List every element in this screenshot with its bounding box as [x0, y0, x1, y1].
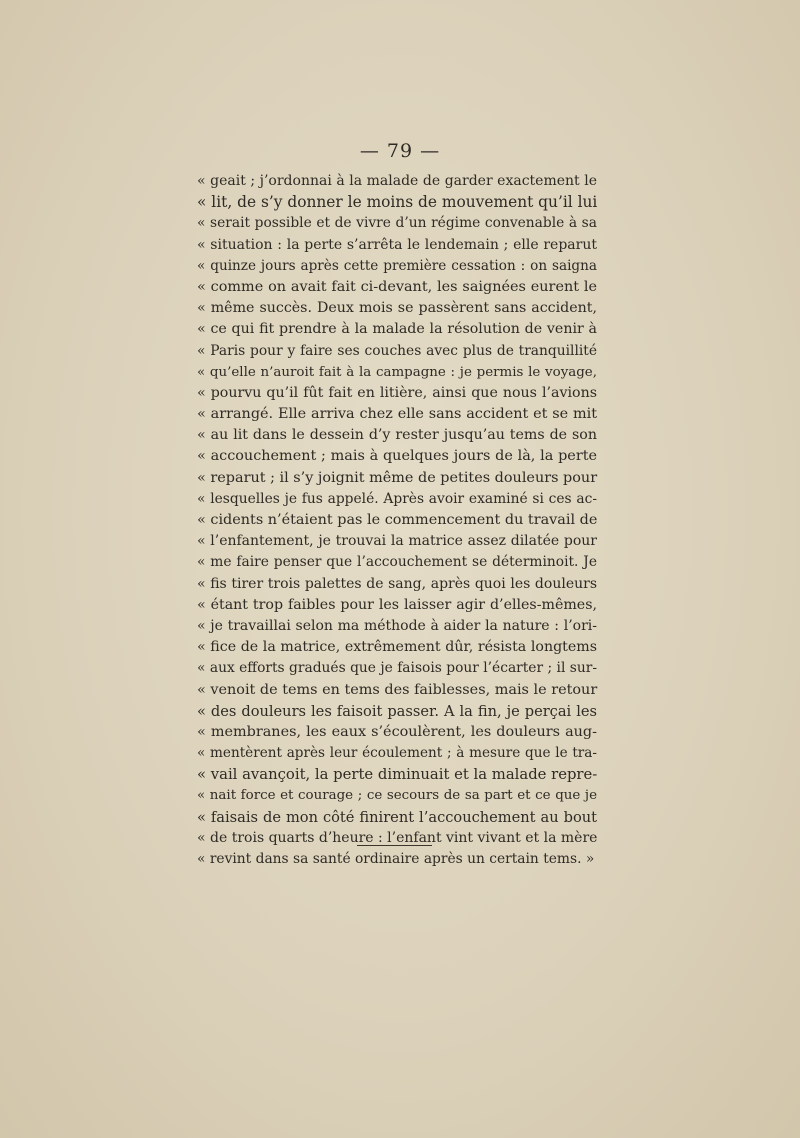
text-line: « de trois quarts d’heure : l’enfant vint vivant et la mère — [197, 829, 598, 846]
text-line: « venoit de tems en tems des faiblesses, mais le retour — [197, 681, 598, 698]
text-line: « lesquelles je fus appelé. Après avoir examiné si ces ac- — [197, 490, 597, 507]
text-line: « revint dans sa santé ordinaire après un certain tems. » — [197, 851, 595, 867]
text-line: « nait force et courage ; ce secours de sa part et ce que je — [197, 788, 597, 804]
text-line: « accouchement ; mais à quelques jours de là, la perte — [197, 448, 597, 465]
text-line: « fis tirer trois palettes de sang, après quoi les douleurs — [197, 575, 597, 592]
text-line: « des douleurs les faisoit passer. A la fin, je perçai les — [197, 702, 597, 720]
text-line: « reparut ; il s’y joignit même de petites douleurs pour — [197, 469, 598, 486]
text-line: « me faire penser que l’accouchement se déterminoit. Je — [197, 554, 597, 571]
text-line: « serait possible et de vivre d’un régime convenable à sa — [197, 215, 597, 232]
text-line: « Paris pour y faire ses couches avec plus de tranquillité — [197, 342, 597, 359]
text-line: « qu’elle n’auroit fait à la campagne : je permis le voyage, — [197, 364, 597, 380]
text-line: « aux efforts gradués que je faisois pour l’écarter ; il sur- — [197, 660, 597, 677]
end-rule — [357, 845, 432, 846]
text-line: « même succès. Deux mois se passèrent sans accident, — [197, 300, 597, 317]
text-line: « quinze jours après cette première cessation : on saigna — [197, 257, 597, 274]
text-line: « je travaillai selon ma méthode à aider la nature : l’ori- — [197, 617, 597, 634]
text-line: « arrangé. Elle arriva chez elle sans accident et se mit — [197, 406, 597, 423]
text-line: « pourvu qu’il fût fait en litière, ainsi que nous l’avions — [197, 384, 597, 401]
text-line: « ce qui fit prendre à la malade la résolution de venir à — [197, 321, 597, 338]
text-line: « fice de la matrice, extrêmement dûr, résista longtems — [197, 639, 597, 656]
text-line: « situation : la perte s’arrêta le lendemain ; elle reparut — [197, 236, 597, 253]
text-line: « comme on avait fait ci-devant, les saignées eurent le — [197, 278, 597, 295]
text-line: « faisais de mon côté finirent l’accouchement au bout — [197, 808, 597, 826]
text-line: « lit, de s’y donner le moins de mouvement qu’il lui — [197, 193, 598, 212]
text-line: « vail avançoit, la perte diminuait et la malade repre- — [197, 766, 598, 784]
text-line: « l’enfantement, je trouvai la matrice assez dilatée pour — [197, 533, 597, 550]
text-line: « mentèrent après leur écoulement ; à mesure que le tra- — [197, 745, 597, 762]
text-line: « cidents n’étaient pas le commencement du travail de — [197, 512, 598, 528]
text-line: « au lit dans le dessein d’y rester jusqu’au tems de son — [197, 427, 597, 444]
text-line: « membranes, les eaux s’écoulèrent, les douleurs aug- — [197, 723, 597, 740]
text-line: « étant trop faibles pour les laisser agir d’elles-mêmes, — [197, 596, 597, 613]
body-text — [197, 171, 597, 870]
text-line: « geait ; j’ordonnai à la malade de garder exactement le — [197, 173, 597, 189]
page-number: — 79 — — [359, 140, 441, 162]
